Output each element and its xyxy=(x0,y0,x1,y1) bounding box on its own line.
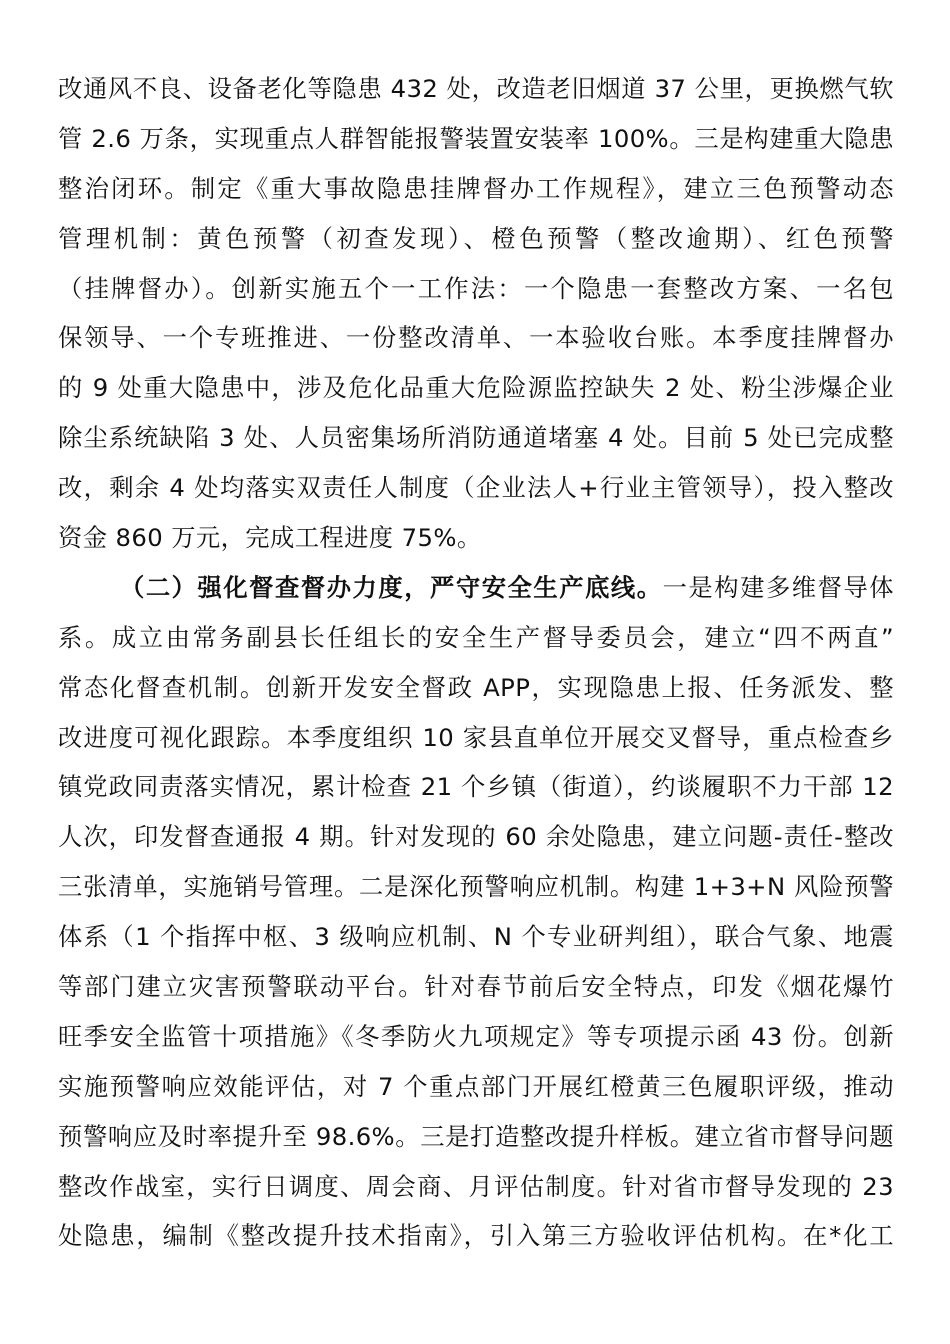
text-line: 的 9 处重大隐患中，涉及危化品重大危险源监控缺失 2 处、粉尘涉爆企业 xyxy=(58,373,894,403)
text-line: 体系（1 个指挥中枢、3 级响应机制、N 个专业研判组），联合气象、地震 xyxy=(58,922,894,952)
text-line: 旺季安全监管十项措施》《冬季防火九项规定》等专项提示函 43 份。创新 xyxy=(58,1021,894,1051)
text-line: 改进度可视化跟踪。本季度组织 10 家县直单位开展交叉督导，重点检查乡 xyxy=(58,722,894,752)
section-heading-line xyxy=(58,563,894,613)
text-line: 除尘系统缺陷 3 处、人员密集场所消防通道堵塞 4 处。目前 5 处已完成整 xyxy=(58,423,894,453)
text-line: 实施预警响应效能评估，对 7 个重点部门开展红橙黄三色履职评级，推动 xyxy=(58,1071,894,1101)
text-line: （挂牌督办）。创新实施五个一工作法：一个隐患一套整改方案、一名包 xyxy=(58,273,894,303)
text-line: 管 2.6 万条，实现重点人群智能报警装置安装率 100%。三是构建重大隐患 xyxy=(58,123,894,153)
text-line: 常态化督查机制。创新开发安全督政 APP，实现隐患上报、任务派发、整 xyxy=(58,672,894,702)
document-page xyxy=(58,64,894,1261)
text-line: 系。成立由常务副县长任组长的安全生产督导委员会，建立“四不两直” xyxy=(58,622,894,652)
paragraph-1 xyxy=(58,64,894,563)
text-line: 改，剩余 4 处均落实双责任人制度（企业法人+行业主管领导），投入整改 xyxy=(58,473,894,503)
text-line: 预警响应及时率提升至 98.6%。三是打造整改提升样板。建立省市督导问题 xyxy=(58,1121,894,1151)
text-line-last: 资金 860 万元，完成工程进度 75%。 xyxy=(58,523,482,553)
text-line: 整改作战室，实行日调度、周会商、月评估制度。针对省市督导发现的 23 xyxy=(58,1171,894,1201)
text-line: 镇党政同责落实情况，累计检查 21 个乡镇（街道），约谈履职不力干部 12 xyxy=(58,772,894,802)
text-line: 等部门建立灾害预警联动平台。针对春节前后安全特点，印发《烟花爆竹 xyxy=(58,972,894,1002)
text-line: 处隐患，编制《整改提升技术指南》，引入第三方验收评估机构。在*化工 xyxy=(58,1221,894,1251)
text-line: 保领导、一个专班推进、一份整改清单、一本验收台账。本季度挂牌督办 xyxy=(58,323,894,353)
text-line: 改通风不良、设备老化等隐患 432 处，改造老旧烟道 37 公里，更换燃气软 xyxy=(58,74,894,103)
section-2 xyxy=(58,563,894,1261)
text-line: 管理机制：黄色预警（初查发现）、橙色预警（整改逾期）、红色预警 xyxy=(58,223,894,253)
text-line: 三张清单，实施销号管理。二是深化预警响应机制。构建 1+3+N 风险预警 xyxy=(58,872,894,902)
text-line: 人次，印发督查通报 4 期。针对发现的 60 余处隐患，建立问题-责任-整改 xyxy=(58,822,894,852)
section-heading-rest: 一是构建多维督导体 xyxy=(662,572,894,602)
text-line: 整治闭环。制定《重大事故隐患挂牌督办工作规程》，建立三色预警动态 xyxy=(58,173,894,203)
section-heading: （二）强化督查督办力度，严守安全生产底线。 xyxy=(120,572,663,602)
